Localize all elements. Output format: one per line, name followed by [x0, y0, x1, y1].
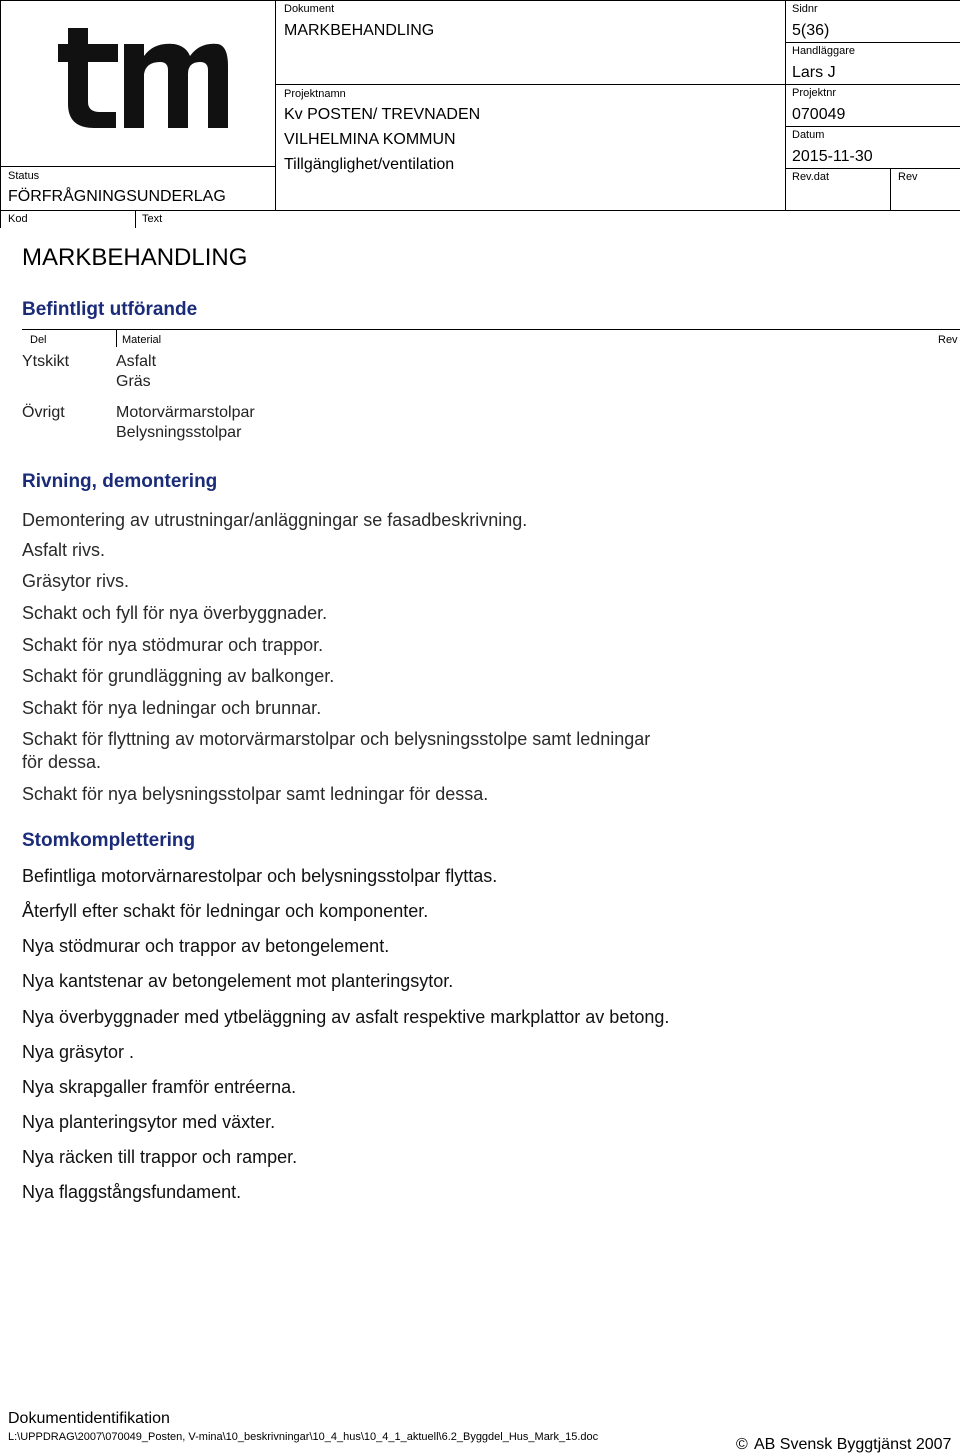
doc-id-label: Dokumentidentifikation [8, 1410, 170, 1427]
list-item: Nya skrapgaller framför entréerna. [22, 1077, 297, 1097]
list-item: Schakt för nya ledningar och brunnar. [22, 698, 322, 718]
list-item: Nya räcken till trappor och ramper. [22, 1147, 298, 1167]
list-item: Nya kantstenar av betongelement mot planteringsytor. [22, 971, 454, 991]
page-title: MARKBEHANDLING [22, 244, 248, 271]
kod-label: Kod [8, 213, 28, 225]
datum-value: 2015-11-30 [792, 148, 873, 165]
sidnr-label: Sidnr [792, 3, 818, 15]
list-item: för dessa. [22, 752, 102, 772]
list-item: Gräsytor rivs. [22, 571, 130, 591]
list-item: Schakt för flyttning av motorvärmarstolpar och belysningsstolpe samt ledningar [22, 729, 651, 749]
status-value: FÖRFRÅGNINGSUNDERLAG [8, 188, 226, 205]
list-item: Schakt för nya belysningsstolpar samt ledningar för dessa. [22, 784, 489, 804]
projektnr-value: 070049 [792, 106, 846, 123]
projektnamn-line-2: VILHELMINA KOMMUN [284, 131, 456, 148]
list-item: Schakt för nya stödmurar och trappor. [22, 635, 324, 655]
col-material-label: Material [122, 334, 162, 346]
projektnamn-line-1: Kv POSTEN/ TREVNADEN [284, 106, 481, 123]
list-item: Nya gräsytor . [22, 1042, 135, 1062]
row-del: Övrigt [22, 404, 65, 421]
datum-label: Datum [792, 129, 825, 141]
projektnamn-line-3: Tillgänglighet/ventilation [284, 156, 455, 173]
row-material: Asfalt [116, 353, 157, 370]
list-item: Nya överbyggnader med ytbeläggning av asfalt respektive markplattor av betong. [22, 1007, 670, 1027]
befintligt-heading: Befintligt utförande [22, 299, 198, 320]
projektnr-label: Projektnr [792, 87, 837, 99]
list-item: Återfyll efter schakt för ledningar och komponenter. [22, 901, 429, 921]
row-material: Belysningsstolpar [116, 424, 242, 441]
status-label: Status [8, 170, 40, 182]
dokument-label: Dokument [284, 3, 335, 15]
text-label: Text [142, 213, 163, 225]
doc-path: L:\UPPDRAG\2007\070049_Posten, V-mina\10_beskrivningar\10_4_hus\10_4_1_aktuell\6.2_Byggdel_Hus_Mark_15.doc [8, 1431, 599, 1443]
row-del: Ytskikt [22, 353, 70, 370]
rivning-heading: Rivning, demontering [22, 471, 218, 492]
col-del-label: Del [30, 334, 47, 346]
row-material: Motorvärmarstolpar [116, 404, 255, 421]
dokument-value: MARKBEHANDLING [284, 22, 435, 39]
revdat-label: Rev.dat [792, 171, 830, 183]
list-item: Befintliga motorvärnarestolpar och belysningsstolpar flyttas. [22, 866, 498, 886]
col-rev-label: Rev [938, 334, 958, 346]
list-item: Schakt och fyll för nya överbyggnader. [22, 603, 328, 623]
list-item: Nya stödmurar och trappor av betongelement. [22, 936, 390, 956]
list-item: Demontering av utrustningar/anläggningar se fasadbeskrivning. [22, 510, 528, 530]
projektnamn-label: Projektnamn [284, 88, 346, 100]
tm-logo [58, 22, 228, 130]
list-item: Asfalt rivs. [22, 540, 106, 560]
handlaggare-value: Lars J [792, 64, 836, 81]
sidnr-value: 5(36) [792, 22, 830, 39]
copyright-icon: © [736, 1436, 748, 1453]
list-item: Schakt för grundläggning av balkonger. [22, 666, 335, 686]
rev-label: Rev [898, 171, 918, 183]
copyright-text: AB Svensk Byggtjänst 2007 [754, 1436, 952, 1453]
handlaggare-label: Handläggare [792, 45, 855, 57]
list-item: Nya planteringsytor med växter. [22, 1112, 276, 1132]
list-item: Nya flaggstångsfundament. [22, 1182, 242, 1202]
row-material: Gräs [116, 373, 151, 390]
stomkomplettering-heading: Stomkomplettering [22, 830, 196, 851]
